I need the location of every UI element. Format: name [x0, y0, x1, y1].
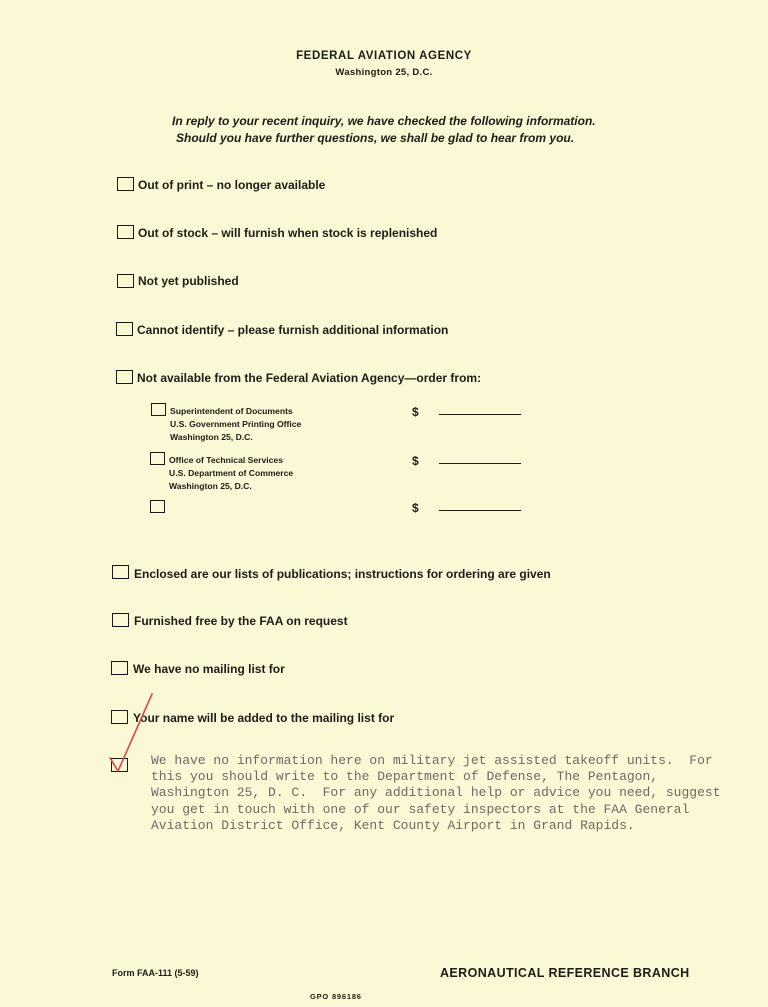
branch-name: AERONAUTICAL REFERENCE BRANCH [440, 966, 690, 980]
checkbox-out-of-print[interactable] [117, 177, 134, 191]
source-technical-services-line-2: U.S. Department of Commerce [169, 468, 294, 478]
form-number: Form FAA-111 (5-59) [112, 968, 199, 978]
typed-note-line-2: this you should write to the Department of Defense, The Pentagon, [151, 769, 659, 785]
amount-line-1[interactable] [439, 414, 521, 415]
checkbox-superintendent[interactable] [151, 403, 166, 416]
agency-title: FEDERAL AVIATION AGENCY [296, 50, 472, 62]
option-not-yet-published: Not yet published [138, 274, 239, 288]
typed-note-line-5: Aviation District Office, Kent County Airport in Grand Rapids. [151, 817, 635, 833]
source-technical-services [169, 454, 293, 493]
intro-line-1: In reply to your recent inquiry, we have checked the following information. [172, 114, 596, 128]
option-cannot-identify: Cannot identify – please furnish additional information [137, 323, 449, 337]
typed-note [151, 753, 751, 834]
option-furnished-free: Furnished free by the FAA on request [134, 614, 348, 628]
dollar-sign-2: $ [412, 454, 419, 468]
source-superintendent-line-2: U.S. Government Printing Office [170, 419, 302, 429]
checkbox-enclosed-lists[interactable] [112, 565, 129, 579]
source-superintendent [170, 405, 301, 444]
checkbox-furnished-free[interactable] [112, 613, 129, 627]
option-no-mailing-list: We have no mailing list for [133, 662, 285, 676]
checkbox-technical-services[interactable] [150, 452, 165, 465]
checkbox-mailing-list-added[interactable] [111, 710, 128, 724]
dollar-sign-3: $ [412, 501, 419, 515]
dollar-sign-1: $ [412, 405, 419, 419]
checkbox-cannot-identify[interactable] [116, 322, 133, 336]
checkbox-out-of-stock[interactable] [117, 225, 134, 239]
gpo-number: GPO 896186 [310, 992, 362, 1001]
source-superintendent-line-1: Superintendent of Documents [170, 406, 293, 416]
checkbox-other-source[interactable] [150, 500, 165, 513]
source-technical-services-line-3: Washington 25, D.C. [169, 481, 252, 491]
checkbox-typed-note[interactable] [111, 758, 128, 772]
checkbox-not-available[interactable] [116, 370, 133, 384]
option-out-of-print: Out of print – no longer available [138, 178, 326, 192]
option-not-available: Not available from the Federal Aviation Agency—order from: [137, 371, 482, 385]
source-technical-services-line-1: Office of Technical Services [169, 455, 283, 465]
amount-line-3[interactable] [439, 510, 521, 511]
typed-note-line-1: We have no information here on military jet assisted takeoff units. For [151, 753, 713, 768]
source-superintendent-line-3: Washington 25, D.C. [170, 432, 253, 442]
checkbox-no-mailing-list[interactable] [111, 661, 128, 675]
typed-note-line-4: you get in touch with one of our safety inspectors at the FAA General [151, 801, 690, 817]
intro-line-2: Should you have further questions, we shall be glad to hear from you. [176, 131, 575, 145]
option-enclosed-lists: Enclosed are our lists of publications; instructions for ordering are given [134, 567, 551, 581]
typed-note-line-3: Washington 25, D. C. For any additional help or advice you need, suggest [151, 785, 721, 801]
option-mailing-list-added: Your name will be added to the mailing list for [133, 711, 395, 725]
amount-line-2[interactable] [439, 463, 521, 464]
checkbox-not-yet-published[interactable] [117, 274, 134, 288]
option-out-of-stock: Out of stock – will furnish when stock is replenished [138, 226, 438, 240]
agency-address: Washington 25, D.C. [335, 67, 433, 78]
